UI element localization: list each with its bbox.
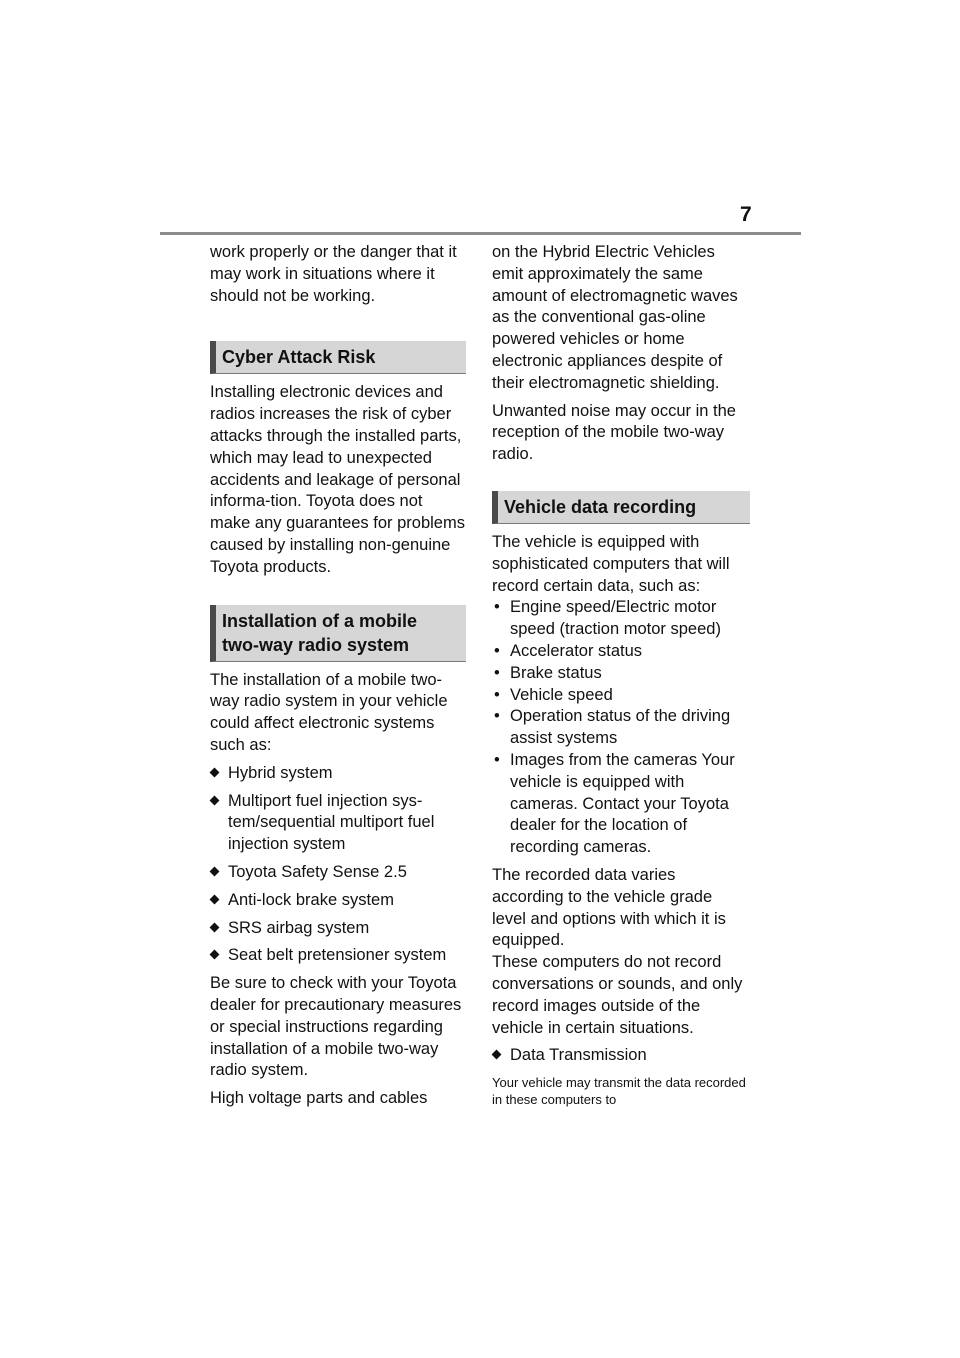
vehicle-data-recording-heading-text: Vehicle data recording (504, 496, 697, 517)
radio-heading-line2: two-way radio system (222, 634, 410, 655)
list-item: Data Transmission (492, 1045, 750, 1067)
diamond-bullet-icon (210, 795, 220, 805)
list-item: Anti-lock brake system (210, 890, 466, 912)
radio-heading-line1: Installation of a mobile (222, 610, 418, 631)
list-item: • Images from the cameras Your vehicle is equipped with cameras. Contact your Toyota dealer for the location of recording cameras. (494, 750, 735, 857)
list-item: • Operation status of the driving assist systems (494, 707, 731, 748)
recorded-data-varies: The recorded data varies according to the vehicle grade level and options with which it is equipped. (492, 865, 726, 950)
header-rule (160, 232, 801, 235)
radio-heading (210, 605, 466, 662)
list-item: Hybrid system (210, 763, 466, 785)
intro-paragraph: work properly or the danger that it may work in situations where it should not be working. (210, 243, 457, 305)
noise-paragraph: Unwanted noise may occur in the reception of the mobile two-way radio. (492, 401, 736, 464)
list-item: • Vehicle speed (492, 685, 750, 707)
high-voltage-text: High voltage parts and cables (210, 1089, 428, 1108)
dot-bullet-icon: • (494, 641, 500, 660)
radio-advice: Be sure to check with your Toyota dealer for precautionary measures or special instructions regarding installation of a mobile two-way radio system. (210, 974, 462, 1080)
list-item: • Engine speed/Electric motor speed (traction motor speed) (494, 598, 721, 639)
transmission-body: Your vehicle may transmit the data recorded in these computers to (492, 1075, 746, 1107)
recorded-data-list (492, 597, 750, 859)
list-item: SRS airbag system (210, 918, 466, 940)
list-item: • Accelerator status (492, 641, 750, 663)
page-number: 7 (740, 203, 752, 226)
diamond-bullet-icon (210, 894, 220, 904)
diamond-bullet-icon (210, 866, 220, 876)
dot-bullet-icon: • (494, 685, 500, 704)
transmission-list (492, 1045, 750, 1067)
list-item: Multiport fuel injection sys-tem/sequential multiport fuel injection system (210, 791, 466, 856)
diamond-bullet-icon (210, 950, 220, 960)
continuation-paragraph: on the Hybrid Electric Vehicles emit approximately the same amount of electromagnetic waves as the conventional gas-oline powered vehicles or home electronic appliances despite of their electromagnetic shielding. (492, 243, 738, 392)
cyber-attack-heading-text: Cyber Attack Risk (222, 347, 376, 368)
dot-bullet-icon: • (494, 750, 500, 769)
right-column (492, 242, 750, 1108)
left-column (210, 242, 466, 1110)
diamond-bullet-icon (210, 922, 220, 932)
list-item: Seat belt pretensioner system (210, 945, 466, 967)
list-item: • Brake status (492, 663, 750, 685)
radio-body: The installation of a mobile two-way radio system in your vehicle could affect electronic systems such as: (210, 670, 448, 754)
recording-intro: The vehicle is equipped with sophisticated computers that will record certain data, such as: (492, 532, 730, 595)
cyber-attack-heading (210, 341, 466, 374)
radio-affected-systems-list (210, 763, 466, 967)
diamond-bullet-icon (210, 767, 220, 777)
vehicle-data-recording-heading (492, 491, 750, 524)
no-record-text: These computers do not record conversations or sounds, and only record images outside of the vehicle in certain situations. (492, 953, 743, 1037)
dot-bullet-icon: • (494, 598, 500, 617)
dot-bullet-icon: • (494, 707, 500, 726)
dot-bullet-icon: • (494, 663, 500, 682)
diamond-bullet-icon (492, 1050, 502, 1060)
cyber-attack-body: Installing electronic devices and radios increases the risk of cyber attacks through the installed parts, which may lead to unexpected accidents and leakage of personal informa-tion. Toyota does not make any guarantees for problems caused by installing non-genuine Toyota products. (210, 383, 465, 576)
list-item: Toyota Safety Sense 2.5 (210, 862, 466, 884)
